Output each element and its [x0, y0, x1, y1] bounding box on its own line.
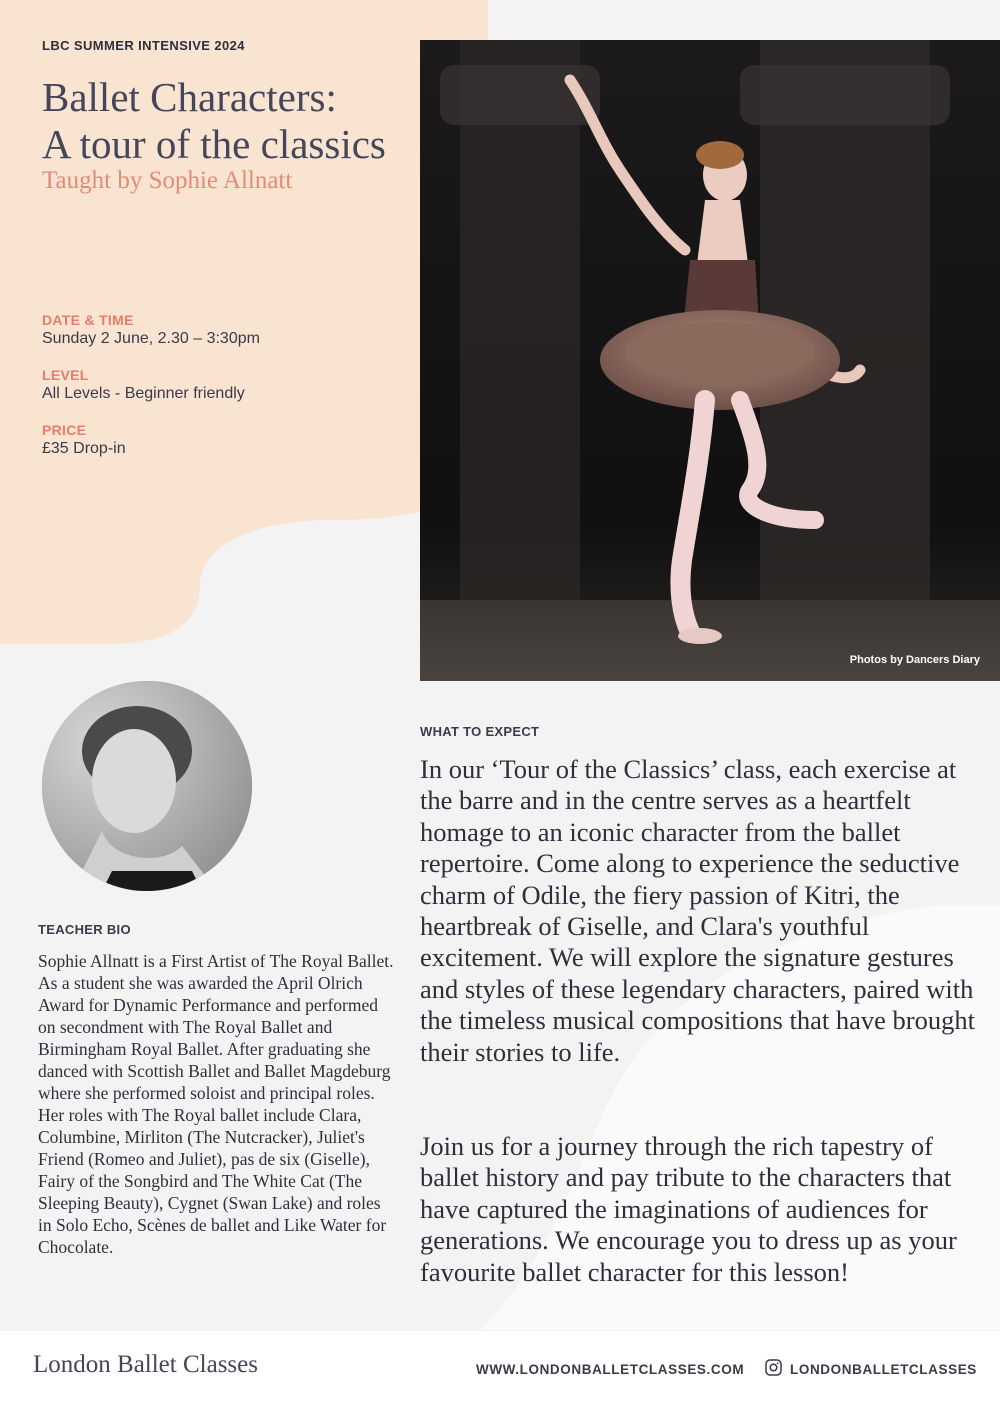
teacher-bio-text: Sophie Allnatt is a First Artist of The Royal Ballet. As a student she was awarded the April Olrich Award for Dynamic Performance and performed on secondment with The Royal Ballet and Birmingham Royal Ballet. After graduating she danced with Scottish Ballet and Ballet Magdeburg where she performed soloist and principal roles. Her roles with The Royal ballet include Clara, Columbine, Mirliton (The Nutcracker), Juliet's Friend (Romeo and Juliet), pas de six (Giselle), Fairy of the Songbird and The White Cat (The Sleeping Beauty), Cygnet (Swan Lake) and roles in Solo Echo, Scènes de ballet and Like Water for Chocolate.: [38, 951, 394, 1257]
instagram-handle[interactable]: LONDONBALLETCLASSES: [790, 1362, 977, 1377]
photo-credit: Photos by Dancers Diary: [849, 654, 980, 666]
level-label: LEVEL: [42, 367, 89, 383]
price-label: PRICE: [42, 422, 87, 438]
what-to-expect-paragraph-2: Join us for a journey through the rich tapestry of ballet history and pay tribute to the characters that have captured the imaginations of audiences for generations. We encourage you to dress up as your favourite ballet character for this lesson!: [420, 1131, 957, 1287]
website-link[interactable]: WWW.LONDONBALLETCLASSES.COM: [476, 1362, 745, 1377]
brand-name: London Ballet Classes: [33, 1351, 258, 1378]
what-to-expect-paragraph-1: In our ‘Tour of the Classics’ class, each exercise at the barre and in the centre serves as a heartfelt homage to an iconic character from the ballet repertoire. Come along to experience the seductive charm of Odile, the fiery passion of Kitri, the heartbreak of Giselle, and Clara's youthful excitement. We will explore the signature gestures and styles of these legendary characters, paired with the timeless musical compositions that have brought their stories to life.: [420, 754, 975, 1067]
title-line-1: Ballet Characters:: [42, 74, 337, 120]
price-value: £35 Drop-in: [42, 440, 126, 457]
event-eyebrow: LBC SUMMER INTENSIVE 2024: [42, 38, 245, 53]
page-title: [42, 74, 462, 168]
teacher-subtitle: Taught by Sophie Allnatt: [42, 167, 293, 194]
date-time-value: Sunday 2 June, 2.30 – 3:30pm: [42, 330, 260, 347]
level-value: All Levels - Beginner friendly: [42, 385, 245, 402]
title-line-2: A tour of the classics: [42, 121, 386, 167]
teacher-bio-label: TEACHER BIO: [38, 922, 131, 937]
footer: [0, 1331, 1000, 1415]
date-time-label: DATE & TIME: [42, 312, 134, 328]
instagram-icon: [765, 1359, 782, 1376]
ballerina-photo: [420, 40, 1000, 681]
teacher-portrait: [42, 681, 252, 891]
what-to-expect-label: WHAT TO EXPECT: [420, 724, 540, 739]
